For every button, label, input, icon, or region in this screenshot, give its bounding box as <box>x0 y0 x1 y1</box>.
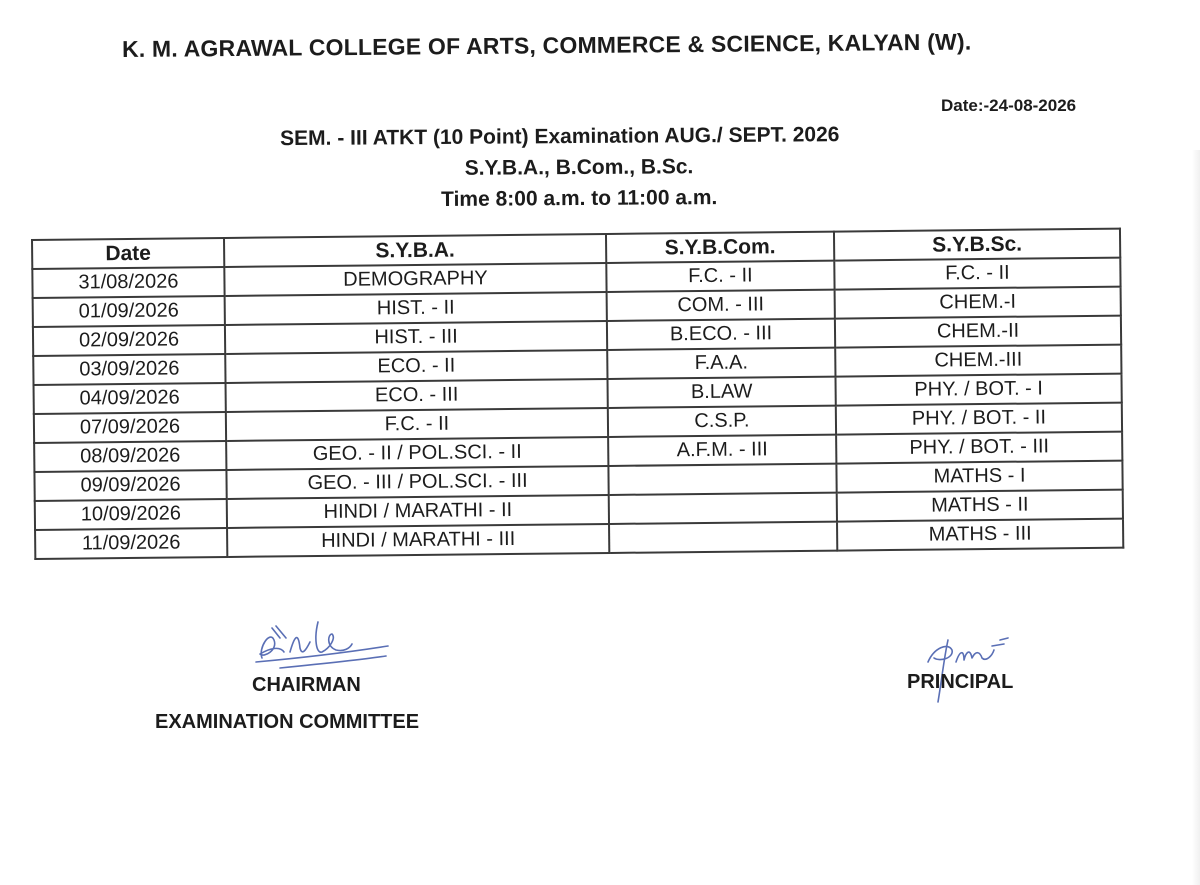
cell-date: 11/09/2026 <box>35 528 227 559</box>
cell-syba: HINDI / MARATHI - III <box>227 524 609 557</box>
cell-date: 04/09/2026 <box>34 383 226 414</box>
cell-sybsc: MATHS - II <box>837 490 1123 522</box>
cell-syba: ECO. - II <box>225 350 607 383</box>
cell-sybcom: B.ECO. - III <box>607 319 835 350</box>
cell-syba: HIST. - III <box>225 321 607 354</box>
page-edge-shadow <box>1192 150 1200 885</box>
cell-date: 07/09/2026 <box>34 412 226 443</box>
principal-title: PRINCIPAL <box>907 671 1014 693</box>
college-name: K. M. AGRAWAL COLLEGE OF ARTS, COMMERCE & SCIENCE, KALYAN (W). <box>121 28 972 62</box>
cell-sybcom: C.S.P. <box>608 406 836 437</box>
cell-date: 31/08/2026 <box>32 267 224 298</box>
cell-sybcom <box>609 522 837 553</box>
cell-syba: DEMOGRAPHY <box>224 263 606 296</box>
cell-syba: ECO. - III <box>226 379 608 412</box>
cell-sybcom <box>608 464 836 495</box>
cell-sybcom: B.LAW <box>607 377 835 408</box>
exam-classes: S.Y.B.A., B.Com., B.Sc. <box>464 155 694 180</box>
cell-sybsc: CHEM.-II <box>835 316 1121 348</box>
timetable-body <box>32 258 1123 559</box>
cell-syba: HINDI / MARATHI - II <box>227 495 609 528</box>
cell-syba: GEO. - II / POL.SCI. - II <box>226 437 608 470</box>
cell-sybcom: F.A.A. <box>607 348 835 379</box>
column-header-date: Date <box>32 238 224 269</box>
cell-syba: GEO. - III / POL.SCI. - III <box>226 466 608 499</box>
cell-sybcom <box>609 493 837 524</box>
cell-sybcom: F.C. - II <box>606 261 834 292</box>
timetable <box>31 228 1124 560</box>
cell-sybsc: PHY. / BOT. - III <box>836 432 1122 464</box>
chairman-signature <box>240 608 420 678</box>
exam-time: Time 8:00 a.m. to 11:00 a.m. <box>440 186 718 211</box>
cell-date: 01/09/2026 <box>33 296 225 327</box>
cell-date: 02/09/2026 <box>33 325 225 356</box>
cell-sybsc: MATHS - I <box>836 461 1122 493</box>
cell-sybsc: PHY. / BOT. - I <box>835 374 1121 406</box>
timetable-table <box>31 228 1124 560</box>
column-header-syba: S.Y.B.A. <box>224 234 606 267</box>
cell-sybsc: CHEM.-III <box>835 345 1121 377</box>
principal-signature <box>918 628 1028 708</box>
column-header-sybcom: S.Y.B.Com. <box>606 232 834 263</box>
cell-sybcom: A.F.M. - III <box>608 435 836 466</box>
chairman-title: CHAIRMAN <box>252 674 361 696</box>
exam-title: SEM. - III ATKT (10 Point) Examination AUG./ SEPT. 2026 <box>280 123 840 151</box>
cell-sybsc: PHY. / BOT. - II <box>836 403 1122 435</box>
cell-sybsc: F.C. - II <box>834 258 1120 290</box>
cell-date: 03/09/2026 <box>33 354 225 385</box>
cell-date: 09/09/2026 <box>34 470 226 501</box>
cell-date: 08/09/2026 <box>34 441 226 472</box>
column-header-sybsc: S.Y.B.Sc. <box>834 229 1120 261</box>
notice-date: Date:-24-08-2026 <box>941 96 1077 115</box>
examination-committee-title: EXAMINATION COMMITTEE <box>155 711 420 733</box>
exam-heading <box>240 119 921 217</box>
cell-syba: F.C. - II <box>226 408 608 441</box>
cell-syba: HIST. - II <box>225 292 607 325</box>
cell-date: 10/09/2026 <box>35 499 227 530</box>
cell-sybsc: CHEM.-I <box>835 287 1121 319</box>
cell-sybcom: COM. - III <box>607 290 835 321</box>
cell-sybsc: MATHS - III <box>837 519 1123 551</box>
